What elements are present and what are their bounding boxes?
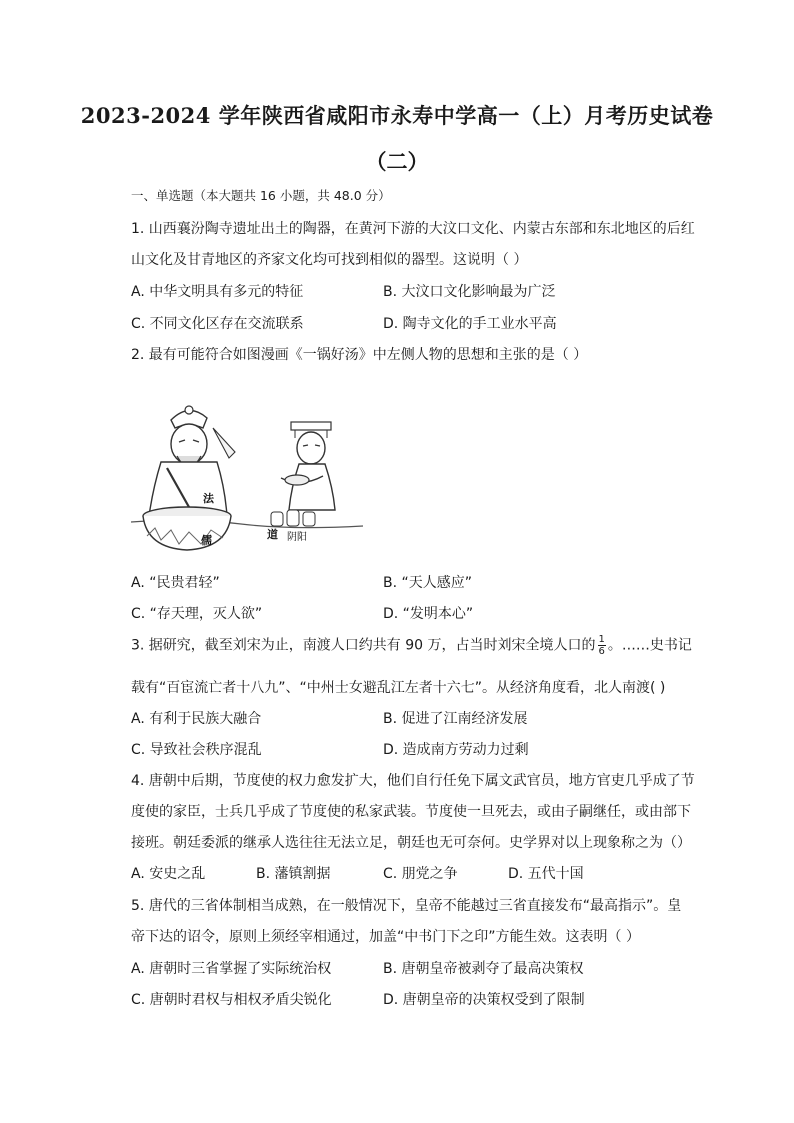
- q5-stem-line1: 5. 唐代的三省体制相当成熟，在一般情况下，皇帝不能越过三省直接发布“最高指示”。皇: [131, 898, 682, 914]
- q3-stem-line2: 载有“百宦流亡者十八九”、“中州士女避乱江左者十六七”。从经济角度看，北人南渡( ): [131, 680, 666, 696]
- cartoon-illustration: [131, 398, 363, 556]
- q4-stem-line3: 接班。朝廷委派的继承人选往往无法立足，朝廷也无可奈何。史学界对以上现象称之为（）: [131, 835, 691, 851]
- q3-option-b: B. 促进了江南经济发展: [383, 711, 528, 727]
- q3-stem-line1: [131, 634, 692, 657]
- q3-option-d: D. 造成南方劳动力过剩: [383, 742, 529, 758]
- q2-option-c: C. “存天理，灭人欲”: [131, 606, 263, 622]
- q1-stem-line1: 1. 山西襄汾陶寺遗址出土的陶器，在黄河下游的大汶口文化、内蒙古东部和东北地区的后红: [131, 221, 695, 237]
- q5-option-c: C. 唐朝时君权与相权矛盾尖锐化: [131, 992, 332, 1008]
- q1-option-b: B. 大汶口文化影响最为广泛: [383, 284, 556, 300]
- figure-label-ru: 儒: [201, 534, 212, 547]
- q3-stem-text-post: 。……史书记: [607, 637, 692, 654]
- figure-label-yinyang: 阴阳: [287, 532, 307, 543]
- section-header: 一、单选题（本大题共 16 小题，共 48.0 分）: [131, 188, 391, 203]
- q3-fraction-numerator: 1: [598, 634, 605, 645]
- q4-stem-line1: 4. 唐朝中后期，节度使的权力愈发扩大，他们自行任免下属文武官员，地方官吏几乎成了节: [131, 773, 695, 789]
- q1-option-a: A. 中华文明具有多元的特征: [131, 284, 304, 300]
- q5-option-b: B. 唐朝皇帝被剥夺了最高决策权: [383, 961, 584, 977]
- q3-fraction: [598, 634, 606, 657]
- q4-stem-line2: 度使的家臣，士兵几乎成了节度使的私家武装。节度使一旦死去，或由子嗣继任，或由部下: [131, 804, 691, 820]
- q2-stem-line1: 2. 最有可能符合如图漫画《一锅好汤》中左侧人物的思想和主张的是（ ）: [131, 347, 588, 363]
- figure-label-dao: 道: [267, 528, 278, 541]
- exam-title-sub: （二）: [365, 149, 429, 174]
- q4-option-d: D. 五代十国: [508, 866, 584, 882]
- q4-option-c: C. 朋党之争: [383, 866, 458, 882]
- q1-option-c: C. 不同文化区存在交流联系: [131, 316, 304, 332]
- q5-option-a: A. 唐朝时三省掌握了实际统治权: [131, 961, 332, 977]
- q2-option-d: D. “发明本心”: [383, 606, 474, 622]
- figure-label-fa: 法: [203, 492, 214, 505]
- jars: [271, 510, 315, 526]
- q1-option-d: D. 陶寺文化的手工业水平高: [383, 316, 557, 332]
- q5-stem-line2: 帝下达的诏令，原则上须经宰相通过，加盖“中书门下之印”方能生效。这表明（ ）: [131, 929, 640, 945]
- exam-title: 2023-2024 学年陕西省咸阳市永寿中学高一（上）月考历史试卷: [80, 103, 714, 128]
- right-figure: [281, 422, 335, 510]
- q3-stem-text-pre: 3. 据研究，截至刘宋为止，南渡人口约共有 90 万，占当时刘宋全境人口的: [131, 637, 596, 654]
- q3-fraction-denominator: 6: [598, 646, 605, 657]
- q4-option-b: B. 藩镇割据: [256, 866, 331, 882]
- q5-option-d: D. 唐朝皇帝的决策权受到了限制: [383, 992, 585, 1008]
- pot: [143, 507, 231, 550]
- q3-option-a: A. 有利于民族大融合: [131, 711, 262, 727]
- q2-option-a: A. “民贵君轻”: [131, 575, 220, 591]
- q1-stem-line2: 山文化及甘青地区的齐家文化均可找到相似的器型。这说明（ ）: [131, 252, 528, 268]
- q4-option-a: A. 安史之乱: [131, 866, 206, 882]
- q2-option-b: B. “天人感应”: [383, 575, 473, 591]
- q3-option-c: C. 导致社会秩序混乱: [131, 742, 262, 758]
